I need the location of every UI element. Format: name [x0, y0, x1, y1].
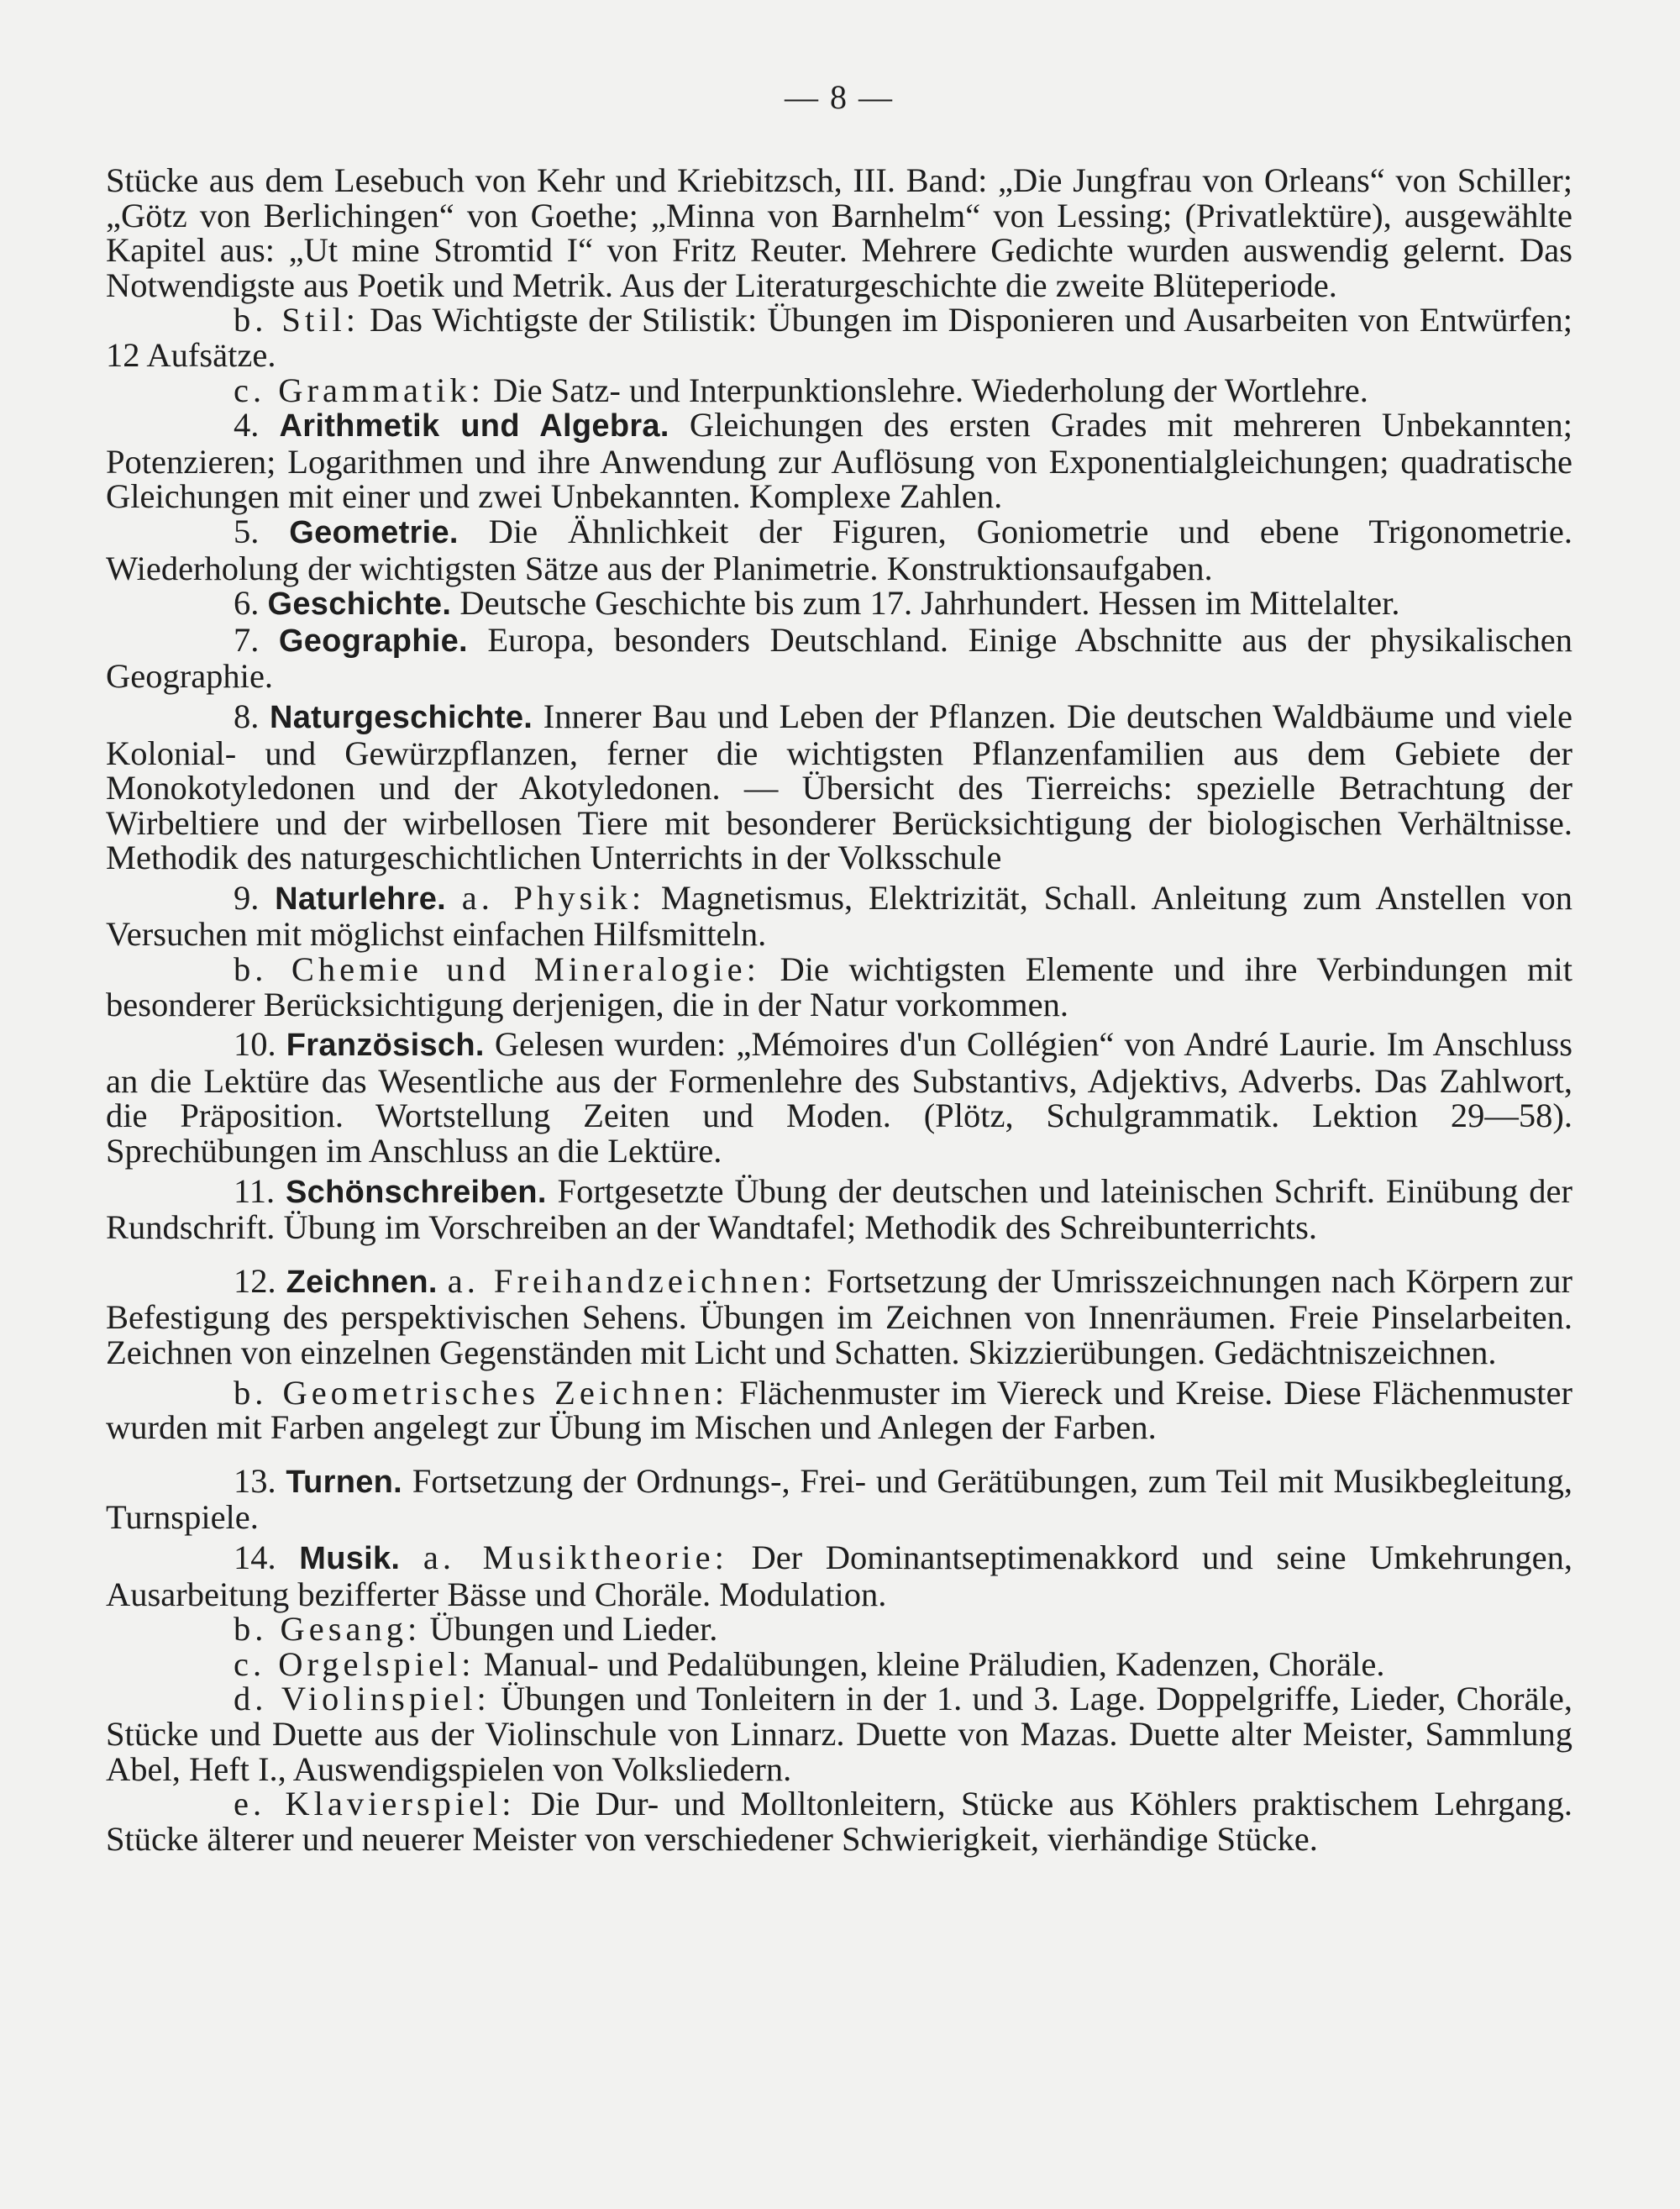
- section-heading: Arithmetik und Algebra.: [279, 408, 669, 444]
- paragraph-text: Übungen und Lieder.: [429, 1610, 718, 1649]
- paragraph-text: Fortsetzung der Umrisszeichnungen nach Körpern zur Befestigung des perspektivischen Sehens. Übungen im Zeichnen von Innenräumen. Freie Pinselarbeiten. Zeichnen von einzelnen Gegenständen mit Licht und Schatten. Skizzierübungen. Gedächtniszeichnen.: [106, 1261, 1573, 1371]
- paragraph-text: Die Dur- und Molltonleitern, Stücke aus Köhlers praktischem Lehrgang. Stücke älterer und neuerer Meister von verschiedener Schwierigkeit, vierhändige Stücke.: [106, 1785, 1572, 1858]
- section-number: 6.: [234, 584, 260, 623]
- section-schoenschreiben: [106, 1171, 1572, 1247]
- subsection-label: b. Stil:: [234, 301, 360, 339]
- section-geschichte: [106, 586, 1572, 623]
- paragraph-text: Die Ähnlichkeit der Figuren, Goniometrie und ebene Trigonometrie. Wiederholung der wichtigsten Sätze aus der Planimetrie. Konstruktionsaufgaben.: [106, 512, 1573, 587]
- section-number: 5.: [234, 512, 260, 550]
- paragraph-klavierspiel: [106, 1786, 1572, 1856]
- section-arithmetik: [106, 408, 1572, 514]
- section-heading: Französisch.: [286, 1028, 485, 1064]
- paragraph-gesang: [106, 1612, 1572, 1647]
- paragraph-text: Deutsche Geschichte bis zum 17. Jahrhundert. Hessen im Mittelalter.: [459, 584, 1400, 623]
- section-musik: [106, 1540, 1572, 1612]
- section-number: 14.: [234, 1538, 276, 1576]
- section-franzoesisch: [106, 1027, 1572, 1168]
- paragraph-text: Der Dominantseptimenakkord und seine Umkehrungen, Ausarbeitung bezifferter Bässe und Choräle. Modulation.: [106, 1538, 1573, 1613]
- paragraph-violinspiel: [106, 1681, 1572, 1786]
- section-number: 12.: [234, 1261, 276, 1300]
- paragraph-geometrisches-zeichnen: [106, 1375, 1572, 1445]
- paragraph-text: Gleichungen des ersten Grades mit mehreren Unbekannten; Potenzieren; Logarithmen und ihre Anwendung zur Auflösung von Exponentialgleichungen; quadratische Gleichungen mit einer und zwei Unbekannten. Komplexe Zahlen.: [106, 406, 1573, 516]
- section-heading: Turnen.: [286, 1464, 403, 1500]
- section-geometrie: [106, 514, 1572, 586]
- section-number: 9.: [234, 878, 260, 917]
- paragraph-text: Manual- und Pedalübungen, kleine Präludien, Kadenzen, Choräle.: [483, 1644, 1385, 1683]
- subsection-label: b. Geometrisches Zeichnen:: [234, 1373, 729, 1412]
- paragraph-text: Magnetismus, Elektrizität, Schall. Anleitung zum Anstellen von Versuchen mit möglichst einfachen Hilfsmitteln.: [106, 878, 1573, 954]
- subsection-label: d. Violinspiel:: [234, 1680, 491, 1718]
- paragraph-literature: [106, 163, 1572, 302]
- paragraph-text: Die wichtigsten Elemente und ihre Verbindungen mit besonderer Berücksichtigung derjenigen, die in der Natur vorkommen.: [106, 950, 1573, 1023]
- section-zeichnen: [106, 1261, 1573, 1371]
- paragraph-text: Fortsetzung der Ordnungs-, Frei- und Gerätübungen, zum Teil mit Musikbegleitung, Turnspiele.: [106, 1461, 1573, 1537]
- subsection-label: a. Physik:: [461, 878, 646, 917]
- paragraph-text: Innerer Bau und Leben der Pflanzen. Die deutschen Waldbäume und viele Kolonial- und Gewürzpflanzen, ferner die wichtigsten Pflanzenfamilien aus dem Gebiete der Monokotyledonen und der Akotyledonen. — Übersicht des Tierreichs: spezielle Betrachtung der Wirbeltiere und der wirbellosen Tiere mit besonderer Berücksichtigung der biologischen Verhältnisse. Methodik des naturgeschichtlichen Unterrichts in der Volksschule: [106, 697, 1573, 877]
- subsection-label: e. Klavierspiel:: [234, 1785, 516, 1823]
- subsection-label: c. Grammatik:: [234, 371, 485, 409]
- paragraph-text: Gelesen wurden: „Mémoires d'un Collégien“ von André Laurie. Im Anschluss an die Lektüre das Wesentliche aus der Formenlehre des Substantivs, Adjektivs, Adverbs. Das Zahlwort, die Präposition. Wortstellung Zeiten und Moden. (Plötz, Schulgrammatik. Lektion 29—58). Sprechübungen im Anschluss an die Lektüre.: [106, 1025, 1572, 1170]
- section-heading: Geschichte.: [267, 586, 452, 623]
- subsection-label: a. Musiktheorie:: [423, 1538, 728, 1576]
- paragraph-text: Übungen und Tonleitern in der 1. und 3. Lage. Doppelgriffe, Lieder, Choräle, Stücke und Duette aus der Violinschule von Linnarz. Duette von Mazas. Duette alter Meister, Sammlung Abel, Heft I., Auswendigspielen von Volksliedern.: [106, 1680, 1572, 1788]
- section-heading: Geographie.: [278, 623, 468, 659]
- section-number: 8.: [234, 697, 260, 735]
- page-number: — 8 —: [785, 78, 894, 116]
- section-heading: Geometrie.: [289, 514, 459, 550]
- paragraph-grammatik: [106, 373, 1572, 408]
- section-naturlehre: [106, 878, 1573, 954]
- subsection-label: b. Chemie und Mineralogie:: [234, 950, 760, 989]
- subsection-label: a. Freihandzeichnen:: [447, 1261, 817, 1300]
- paragraph-text: Das Wichtigste der Stilistik: Übungen im Disponieren und Ausarbeiten von Entwürfen; 12 Aufsätze.: [106, 301, 1572, 374]
- paragraph-text: Flächenmuster im Viereck und Kreise. Diese Flächenmuster wurden mit Farben angelegt zur Übung im Mischen und Anlegen der Farben.: [106, 1373, 1573, 1447]
- paragraph-orgelspiel: [106, 1644, 1572, 1683]
- paragraph-stil: [106, 302, 1572, 372]
- section-heading: Naturlehre.: [275, 881, 447, 917]
- paragraph-text: Stücke aus dem Lesebuch von Kehr und Kriebitzsch, III. Band: „Die Jungfrau von Orleans“ von Schiller; „Götz von Berlichingen“ von Goethe; „Minna von Barnhelm“ von Lessing; (Privatlektüre), ausgewählte Kapitel aus: „Ut mine Stromtid I“ von Fritz Reuter. Mehrere Gedichte wurden auswendig gelernt. Das Notwendigste aus Poetik und Metrik. Aus der Literaturgeschichte die zweite Blüteperiode.: [106, 161, 1572, 304]
- section-number: 7.: [234, 620, 260, 659]
- paragraph-chemie: [106, 952, 1572, 1022]
- section-number: 13.: [234, 1461, 276, 1500]
- subsection-label: c. Orgelspiel:: [234, 1644, 475, 1683]
- section-geographie: [106, 620, 1572, 696]
- section-heading: Musik.: [299, 1540, 401, 1576]
- section-turnen: [106, 1461, 1573, 1537]
- section-heading: Naturgeschichte.: [270, 699, 533, 735]
- section-heading: Schönschreiben.: [285, 1174, 547, 1210]
- paragraph-text: Die Satz- und Interpunktionslehre. Wiederholung der Wortlehre.: [493, 371, 1368, 409]
- section-number: 4.: [234, 406, 260, 444]
- subsection-label: b. Gesang:: [234, 1610, 422, 1649]
- paragraph-text: Europa, besonders Deutschland. Einige Abschnitte aus der physikalischen Geographie.: [106, 620, 1572, 696]
- section-naturgeschichte: [106, 699, 1572, 876]
- section-heading: Zeichnen.: [286, 1264, 438, 1300]
- section-number: 11.: [234, 1171, 276, 1210]
- section-number: 10.: [234, 1025, 276, 1064]
- paragraph-text: Fortgesetzte Übung der deutschen und lateinischen Schrift. Einübung der Rundschrift. Übung im Vorschreiben an der Wandtafel; Methodik des Schreibunterrichts.: [106, 1171, 1572, 1247]
